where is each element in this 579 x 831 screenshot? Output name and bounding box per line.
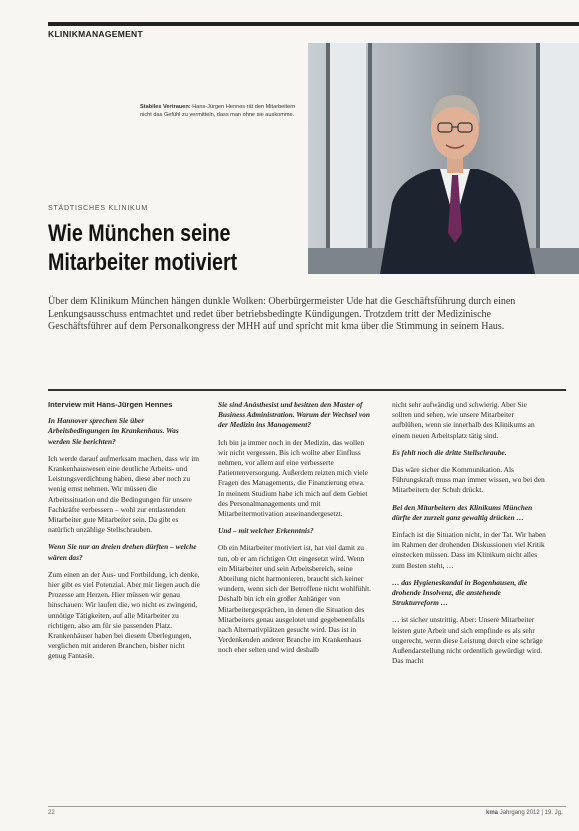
top-rule (48, 22, 579, 44)
question: Sie sind Anästhesist und besitzen den Master of Business Administration. Warum der Wechsel von der Medizin ins Management? (218, 400, 370, 430)
answer: Zum einen an der Aus- und Fortbildung, ich denke, hier gibt es viel Potenzial. Aber mir liegen auch die Prozesse am Herzen. Hier müssen wir genau hinschauen: Wir laufen die, wo nicht es zwingend, unnötige Tätigkeiten, auf alle Mitarbeiter zu richtigen, also am für sie passenden Platz. Krankenhäuser haben bei diesem Überlegungen, verglichen mit anderen Branchen, bisher nicht genug Fantasie. (48, 569, 200, 661)
answer: Einfach ist die Situation nicht, in der Tat. Wir haben im Rahmen der drohenden Diskussionen viel Kritik einstecken müssen. Dass im Klinikum nicht alles zum Besten steht, … (392, 530, 546, 570)
article-headline (48, 219, 261, 277)
footer-rule (48, 806, 566, 807)
question: In Hannover sprechen Sie über Arbeitsbedingungen im Krankenhaus. Was werden Sie berichten? (48, 416, 179, 446)
headline-line-2: Mitarbeiter motiviert (48, 249, 238, 276)
footer-issue: Jahrgang 2012 | 19. Jg. (499, 810, 563, 816)
question: Bei den Mitarbeitern des Klinikums München dürfte der zurzeit ganz gewaltig drücken … (392, 502, 533, 522)
window-pane (328, 43, 366, 274)
answer: … ist sicher unstrittig. Aber: Unsere Mitarbeiter leisten gute Arbeit und sich empfinde es als sehr ungerecht, wenn diese Leistung durch eine schräge Außendarstellung nicht ordentlich gewürdigt wird. Das macht (392, 615, 543, 666)
answer: Ob ein Mitarbeiter motiviert ist, hat viel damit zu tun, ob er am richtigen Ort eingesetzt wird. Wenn ein Mitarbeiter und sein Arbeitsbereich, seine Abteilung nicht harmonieren, braucht sich keiner wundern, wenn sich der Betroffene nicht wohlfühlt. Deshalb bin ich ein großer Anhänger von Mitarbeitergesprächen, in denen die Situation des Mitarbeiters genau ausgelotet und gegebenenfalls nach Alternativplätzen gesucht wird. Das ist in Verdenkenden anderer Branche im Krankenhaus noch eher selten und wird deshalb (218, 543, 371, 655)
section-label: KLINIKMANAGEMENT (48, 29, 143, 39)
answer: nicht sehr aufwändig und schwierig. Aber Sie sollten und sehen, wie unsere Mitarbeiter aufblühen, wenn sie innerhalb des Klinikums an einem neuen Arbeitsplatz tätig sind. (392, 400, 535, 440)
column-2 (218, 400, 372, 663)
article-kicker: STÄDTISCHES KLINIKUM (48, 205, 149, 212)
footer-info (486, 810, 563, 816)
man-in-suit-figure (370, 83, 540, 274)
question: Es fehlt noch die dritte Stellschraube. (392, 447, 507, 457)
page-number: 22 (48, 810, 55, 816)
question: Wenn Sie nur an dreien drehen dürften – welche wären das? (48, 542, 197, 562)
column-1 (48, 400, 202, 669)
article-intro: Über dem Klinikum München hängen dunkle Wolken: Oberbürgermeister Ude hat die Geschäftsführung durch einen Lenkungsausschuss entmachtet und redet über betriebsbedingte Kündigungen. Trotzdem tritt der Medizinische Geschäftsführer auf dem Personalkongress der MHH auf und spricht mit kma über die Stimmung in seinem Haus. (48, 296, 516, 333)
answer: Ich werde darauf aufmerksam machen, dass wir im Krankenhauswesen eine deutliche Arbeits- und Leistungsverdichtung haben, diese aber noch zu wenig ernst nehmen. Wir müssen die Arbeitssituation und die Bedingungen für unsere Fachkräfte verbessern – wohl zur entlastenden Mitarbeiter gute Mitarbeiter sein. Da gibt es natürlich unzählige Stellschrauben. (48, 453, 200, 535)
caption-lead: Stabiles Vertrauen: (140, 104, 191, 110)
answer: Das wäre sicher die Kommunikation. Als Führungskraft muss man immer wissen, wo bei den Mitarbeitern der Schuh drückt. (392, 465, 545, 495)
interview-heading: Interview mit Hans-Jürgen Hennes (48, 400, 173, 409)
question: … das Hygieneskandal in Bogenhausen, die drohende Insolvenz, die anstehende Strukturreform … (392, 577, 528, 608)
window-pane (538, 43, 579, 274)
window-frame (326, 43, 330, 274)
question: Und – mit welcher Erkenntnis? (218, 526, 314, 536)
footer-brand: kma (486, 810, 499, 816)
portrait-photo (308, 43, 579, 274)
column-3 (392, 400, 546, 673)
headline-line-1: Wie München seine (48, 220, 231, 247)
caption-text: Hans-Jürgen Hennes rät den Mitarbeitern nicht das Gefühl zu vermitteln, dass man ohne sie auskomme. (140, 104, 296, 119)
divider (48, 389, 566, 391)
answer: Ich bin ja immer noch in der Medizin, das wollen wir nicht vergessen. Bis ich wollte aber Einfluss nehmen, vor allem auf eine verbesserte Patientenversorgung. Außerdem reizten mich viele Fragen des Managements, die Finanzierung etwa. In meinem Studium habe ich mich auf dem Gebiet des Personalmanagements und mit Mitarbeitermotivation auseinandergesetzt. (218, 437, 368, 519)
photo-caption (140, 103, 298, 120)
